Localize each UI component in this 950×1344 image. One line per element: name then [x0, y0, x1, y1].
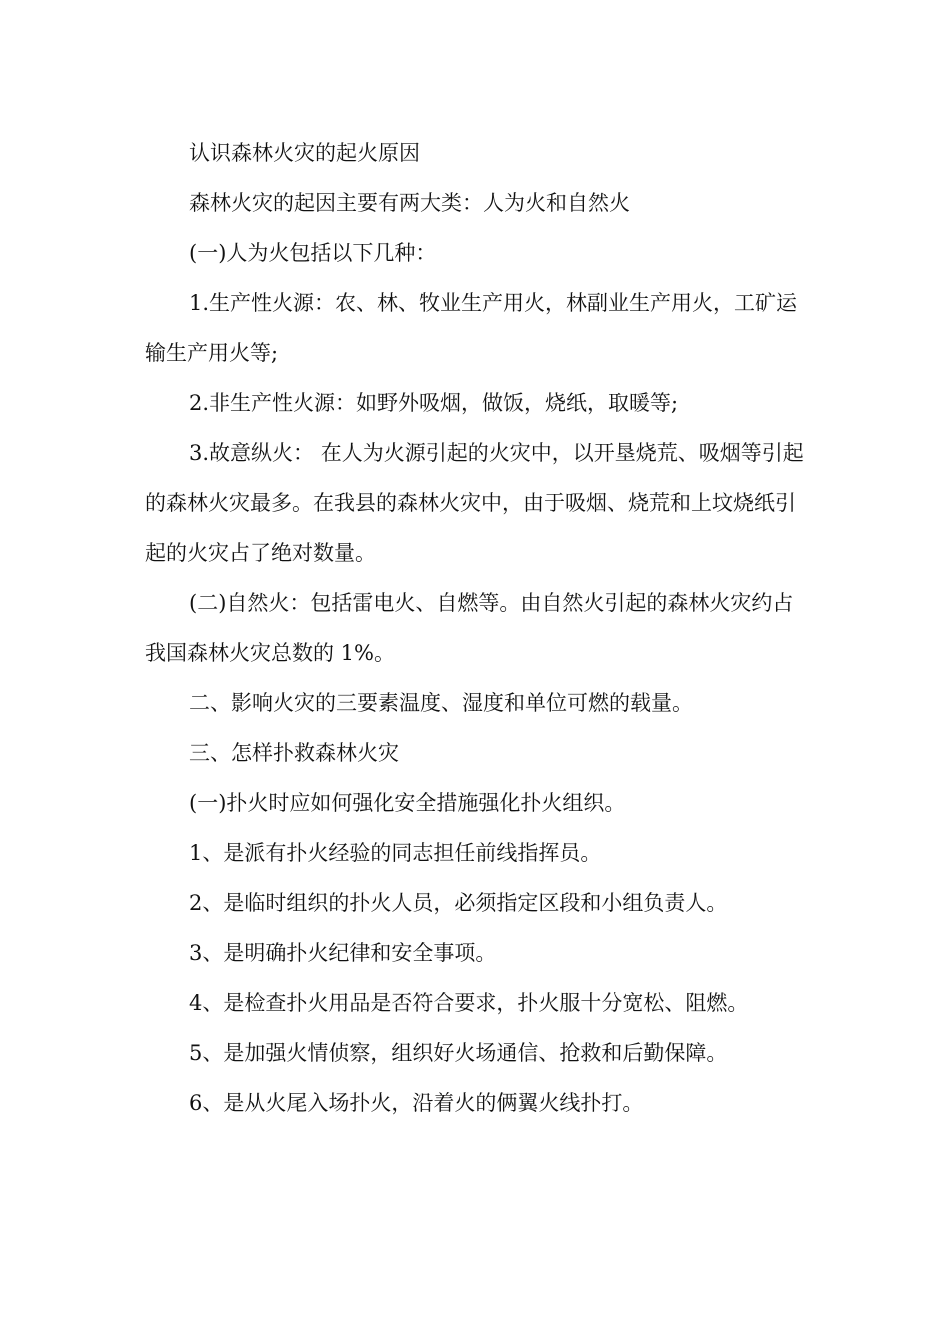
document-body [145, 128, 810, 1128]
section-heading: 二、影响火灾的三要素温度、湿度和单位可燃的载量。 [189, 691, 693, 715]
list-item: 1、是派有扑火经验的同志担任前线指挥员。 [189, 841, 602, 865]
document-title: 认识森林火灾的起火原因 [189, 141, 420, 165]
section-heading: 三、怎样扑救森林火灾 [189, 741, 399, 765]
paragraph: 森林火灾的起因主要有两大类：人为火和自然火 [189, 191, 630, 215]
section-heading: (一)人为火包括以下几种： [189, 241, 437, 265]
section-heading: (一)扑火时应如何强化安全措施强化扑火组织。 [189, 791, 626, 815]
list-item: 2、是临时组织的扑火人员，必须指定区段和小组负责人。 [189, 891, 728, 915]
list-item: 5、是加强火情侦察，组织好火场通信、抢救和后勤保障。 [189, 1041, 728, 1065]
list-item: 3、是明确扑火纪律和安全事项。 [189, 941, 497, 965]
list-item: 1.生产性火源：农、林、牧业生产用火，林副业生产用火，工矿运输生产用火等; [145, 291, 798, 365]
list-item: 2.非生产性火源：如野外吸烟，做饭，烧纸，取暖等; [189, 391, 679, 415]
list-item: 3.故意纵火： 在人为火源引起的火灾中，以开垦烧荒、吸烟等引起的森林火灾最多。在我县的森林火灾中，由于吸烟、烧荒和上坟烧纸引起的火灾占了绝对数量。 [145, 441, 804, 565]
list-item: 4、是检查扑火用品是否符合要求，扑火服十分宽松、阻燃。 [189, 991, 749, 1015]
section-heading: (二)自然火：包括雷电火、自燃等。由自然火引起的森林火灾约占我国森林火灾总数的 1%。 [145, 591, 794, 665]
list-item: 6、是从火尾入场扑火，沿着火的俩翼火线扑打。 [189, 1091, 644, 1115]
